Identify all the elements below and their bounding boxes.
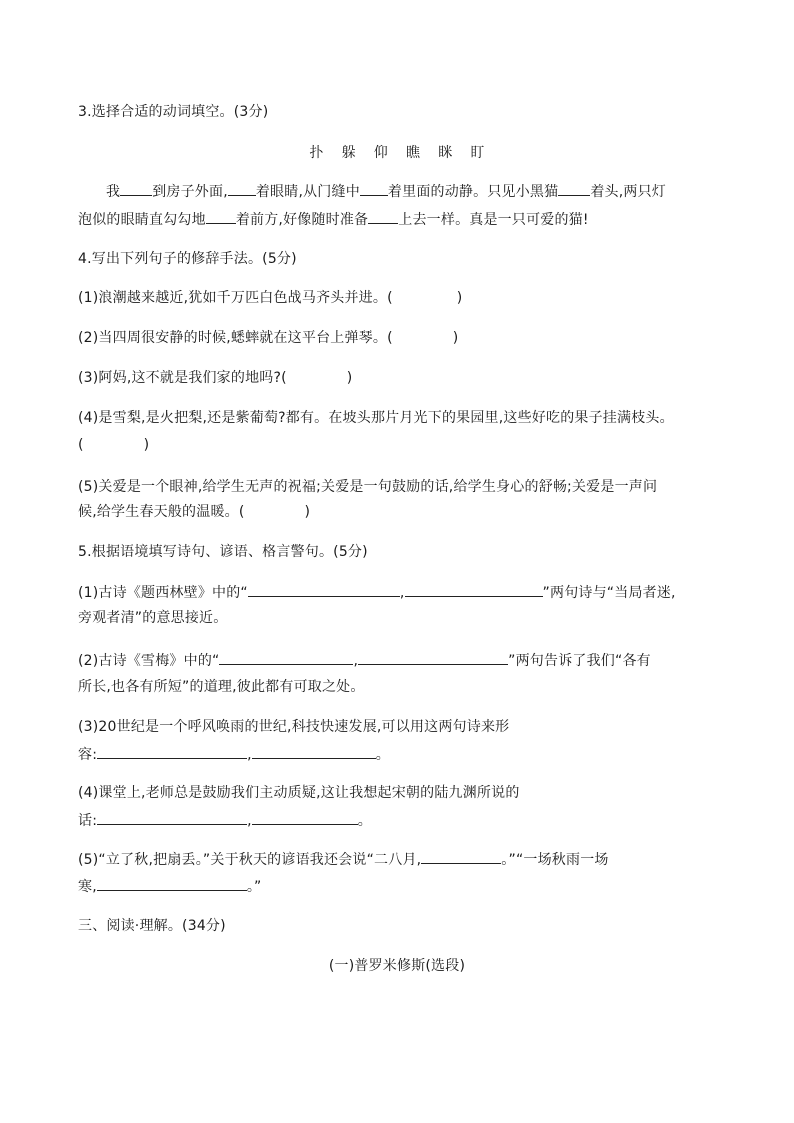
fill-blank[interactable] bbox=[248, 582, 400, 597]
fill-blank[interactable] bbox=[421, 849, 501, 864]
q4-title: 4.写出下列句子的修辞手法。(5分) bbox=[78, 251, 297, 267]
q5-item-2-line-1: (2)古诗《雪梅》中的“ , ”两句告诉了我们“各有 bbox=[78, 650, 651, 671]
q4-item-1: (1)浪潮越来越近,犹如千万匹白色战马齐头并进。( ) bbox=[78, 290, 463, 306]
verb-option: 眯 bbox=[438, 145, 453, 161]
q3-verb-options bbox=[0, 143, 794, 163]
q5-item-2-line-2: 所长,也各有所短”的道理,彼此都有可取之处。 bbox=[78, 679, 365, 695]
q4-item-3: (3)阿妈,这不就是我们家的地吗?( ) bbox=[78, 370, 353, 386]
q5-item-5-line-2: 寒, 。” bbox=[78, 876, 262, 897]
fill-blank[interactable] bbox=[558, 181, 590, 196]
q5-item-5-line-1: (5)“立了秋,把扇丢。”关于秋天的谚语我还会说“二八月, 。”“一场秋雨一场 bbox=[78, 849, 609, 870]
section-3-title: 三、阅读·理解。(34分) bbox=[78, 918, 226, 934]
fill-blank[interactable] bbox=[97, 810, 247, 825]
q4-item-2: (2)当四周很安静的时候,蟋蟀就在这平台上弹琴。( ) bbox=[78, 330, 459, 346]
q4-item-4: (4)是雪梨,是火把梨,还是紫葡萄?都有。在坡头那片月光下的果园里,这些好吃的果子挂满枝头。 bbox=[78, 410, 674, 426]
verb-option: 躲 bbox=[341, 145, 356, 161]
q4-item-4-answer: ( ) bbox=[78, 437, 150, 453]
q5-item-4-line-1: (4)课堂上,老师总是鼓励我们主动质疑,这让我想起宋朝的陆九渊所说的 bbox=[78, 785, 520, 801]
fill-blank[interactable] bbox=[405, 582, 543, 597]
passage-title: (一)普罗米修斯(选段) bbox=[328, 958, 466, 974]
q5-item-1-line-2: 旁观者清”的意思接近。 bbox=[78, 610, 228, 626]
fill-blank[interactable] bbox=[368, 209, 398, 224]
verb-option: 盯 bbox=[470, 145, 485, 161]
q5-item-3-line-1: (3)20世纪是一个呼风唤雨的世纪,科技快速发展,可以用这两句诗来形 bbox=[78, 719, 510, 735]
verb-option: 瞧 bbox=[406, 145, 421, 161]
fill-blank[interactable] bbox=[120, 181, 152, 196]
fill-blank[interactable] bbox=[97, 744, 247, 759]
q4-item-5-line-1: (5)关爱是一个眼神,给学生无声的祝福;关爱是一句鼓励的话,给学生身心的舒畅;关爱是一声问 bbox=[78, 479, 658, 495]
verb-option: 仰 bbox=[373, 145, 388, 161]
verb-option: 扑 bbox=[309, 145, 324, 161]
fill-blank[interactable] bbox=[97, 876, 247, 891]
q5-item-1-line-1: (1)古诗《题西林壁》中的“ , ”两句诗与“当局者迷, bbox=[78, 582, 676, 603]
q5-item-3-line-2: 容: , 。 bbox=[78, 744, 390, 765]
fill-blank[interactable] bbox=[228, 181, 256, 196]
q3-paragraph-line-1: 我 到房子外面, 着眼睛,从门缝中 着里面的动静。只见小黑猫 着头,两只灯 bbox=[106, 181, 666, 202]
fill-blank[interactable] bbox=[206, 209, 236, 224]
q3-title: 3.选择合适的动词填空。(3分) bbox=[78, 104, 269, 120]
fill-blank[interactable] bbox=[252, 744, 376, 759]
q5-item-4-line-2: 话: , 。 bbox=[78, 810, 372, 831]
q3-paragraph-line-2: 泡似的眼睛直勾勾地 着前方,好像随时准备 上去一样。真是一只可爱的猫! bbox=[78, 209, 589, 230]
q4-item-5-line-2: 候,给学生春天般的温暖。( ) bbox=[78, 504, 311, 520]
fill-blank[interactable] bbox=[360, 181, 388, 196]
q5-title: 5.根据语境填写诗句、谚语、格言警句。(5分) bbox=[78, 544, 368, 560]
fill-blank[interactable] bbox=[219, 650, 353, 665]
fill-blank[interactable] bbox=[252, 810, 358, 825]
fill-blank[interactable] bbox=[358, 650, 508, 665]
